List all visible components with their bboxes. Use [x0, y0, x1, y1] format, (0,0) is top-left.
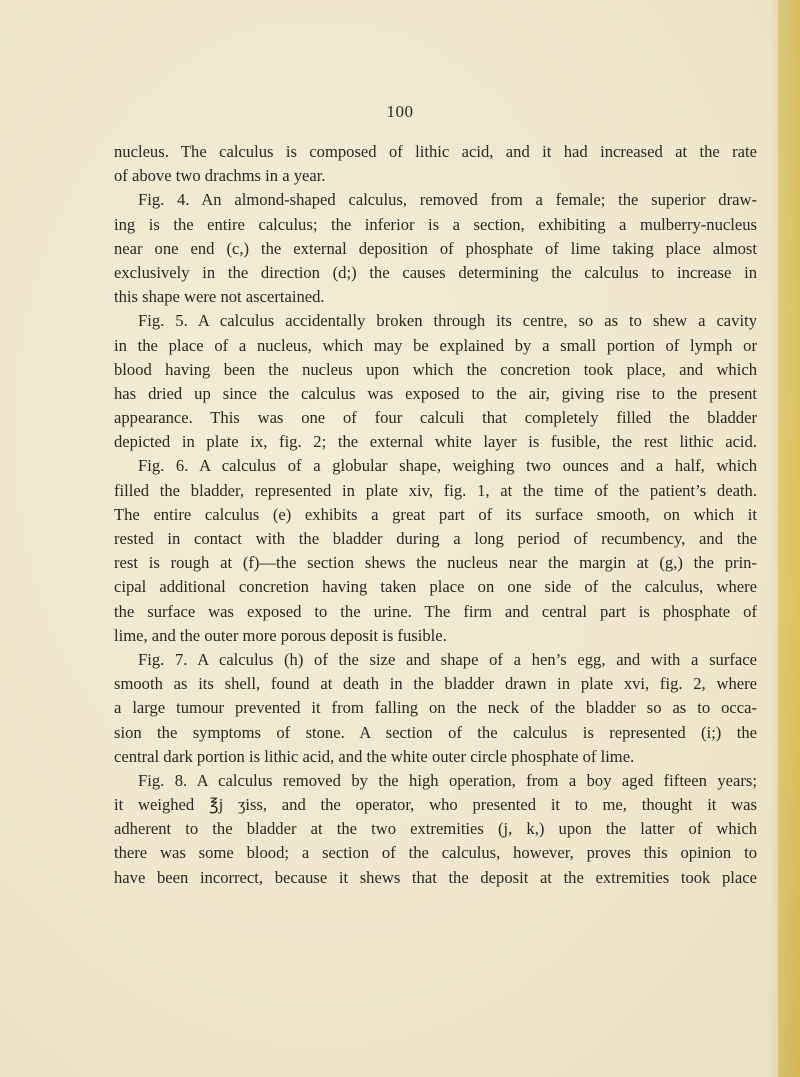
- text-line: Fig. 5. A calculus accidentally broken through its centre, so as to shew a cavity: [138, 311, 757, 331]
- text-line: have been incorrect, because it shews that the deposit at the extremities took place: [114, 867, 757, 887]
- text-line: exclusively in the direction (d;) the causes determining the calculus to increase in: [114, 262, 757, 282]
- text-line: The entire calculus (e) exhibits a great part of its surface smooth, on which it: [114, 504, 757, 524]
- text-line: a large tumour prevented it from falling on the neck of the bladder so as to occa-: [114, 698, 757, 718]
- text-line: adherent to the bladder at the two extremities (j, k,) upon the latter of which: [114, 819, 757, 839]
- text-line: rest is rough at (f)—the section shews the nucleus near the margin at (g,) the prin-: [114, 553, 757, 573]
- text-line: depicted in plate ix, fig. 2; the external white layer is fusible, the rest lithic acid.: [114, 432, 757, 452]
- text-line: of above two drachms in a year.: [114, 166, 326, 186]
- text-line: ing is the entire calculus; the inferior is a section, exhibiting a mulberry-nucleus: [114, 214, 757, 234]
- text-line: Fig. 7. A calculus (h) of the size and shape of a hen’s egg, and with a surface: [138, 649, 757, 669]
- text-line: appearance. This was one of four calculi that completely filled the bladder: [114, 408, 757, 428]
- page-edge-stain: [778, 0, 800, 1077]
- text-line: near one end (c,) the external deposition of phosphate of lime taking place almost: [114, 238, 757, 258]
- text-line: Fig. 6. A calculus of a globular shape, weighing two ounces and a half, which: [138, 456, 757, 476]
- text-line: it weighed ℥j ʒiss, and the operator, who presented it to me, thought it was: [114, 795, 757, 815]
- text-line: there was some blood; a section of the calculus, however, proves this opinion to: [114, 843, 757, 863]
- page-number: 100: [386, 102, 414, 121]
- text-line: lime, and the outer more porous deposit is fusible.: [114, 625, 447, 645]
- text-line: this shape were not ascertained.: [114, 287, 325, 307]
- text-line: has dried up since the calculus was exposed to the air, giving rise to the present: [114, 383, 757, 403]
- text-line: smooth as its shell, found at death in the bladder drawn in plate xvi, fig. 2, where: [114, 674, 757, 694]
- text-line: Fig. 8. A calculus removed by the high operation, from a boy aged fifteen years;: [138, 770, 757, 790]
- text-line: blood having been the nucleus upon which the concretion took place, and which: [114, 359, 757, 379]
- text-line: sion the symptoms of stone. A section of the calculus is represented (i;) the: [114, 722, 757, 742]
- text-line: in the place of a nucleus, which may be explained by a small portion of lymph or: [114, 335, 757, 355]
- text-line: filled the bladder, represented in plate xiv, fig. 1, at the time of the patient’s death.: [114, 480, 757, 500]
- text-line: cipal additional concretion having taken place on one side of the calculus, where: [114, 577, 757, 597]
- text-line: the surface was exposed to the urine. The firm and central part is phosphate of: [114, 601, 757, 621]
- text-line: central dark portion is lithic acid, and the white outer circle phosphate of lime.: [114, 746, 635, 766]
- body-text: [114, 140, 757, 890]
- text-line: Fig. 4. An almond-shaped calculus, removed from a female; the superior draw-: [138, 190, 757, 210]
- text-line: rested in contact with the bladder during a long period of recumbency, and the: [114, 529, 757, 548]
- text-line: nucleus. The calculus is composed of lithic acid, and it had increased at the rate: [114, 142, 757, 161]
